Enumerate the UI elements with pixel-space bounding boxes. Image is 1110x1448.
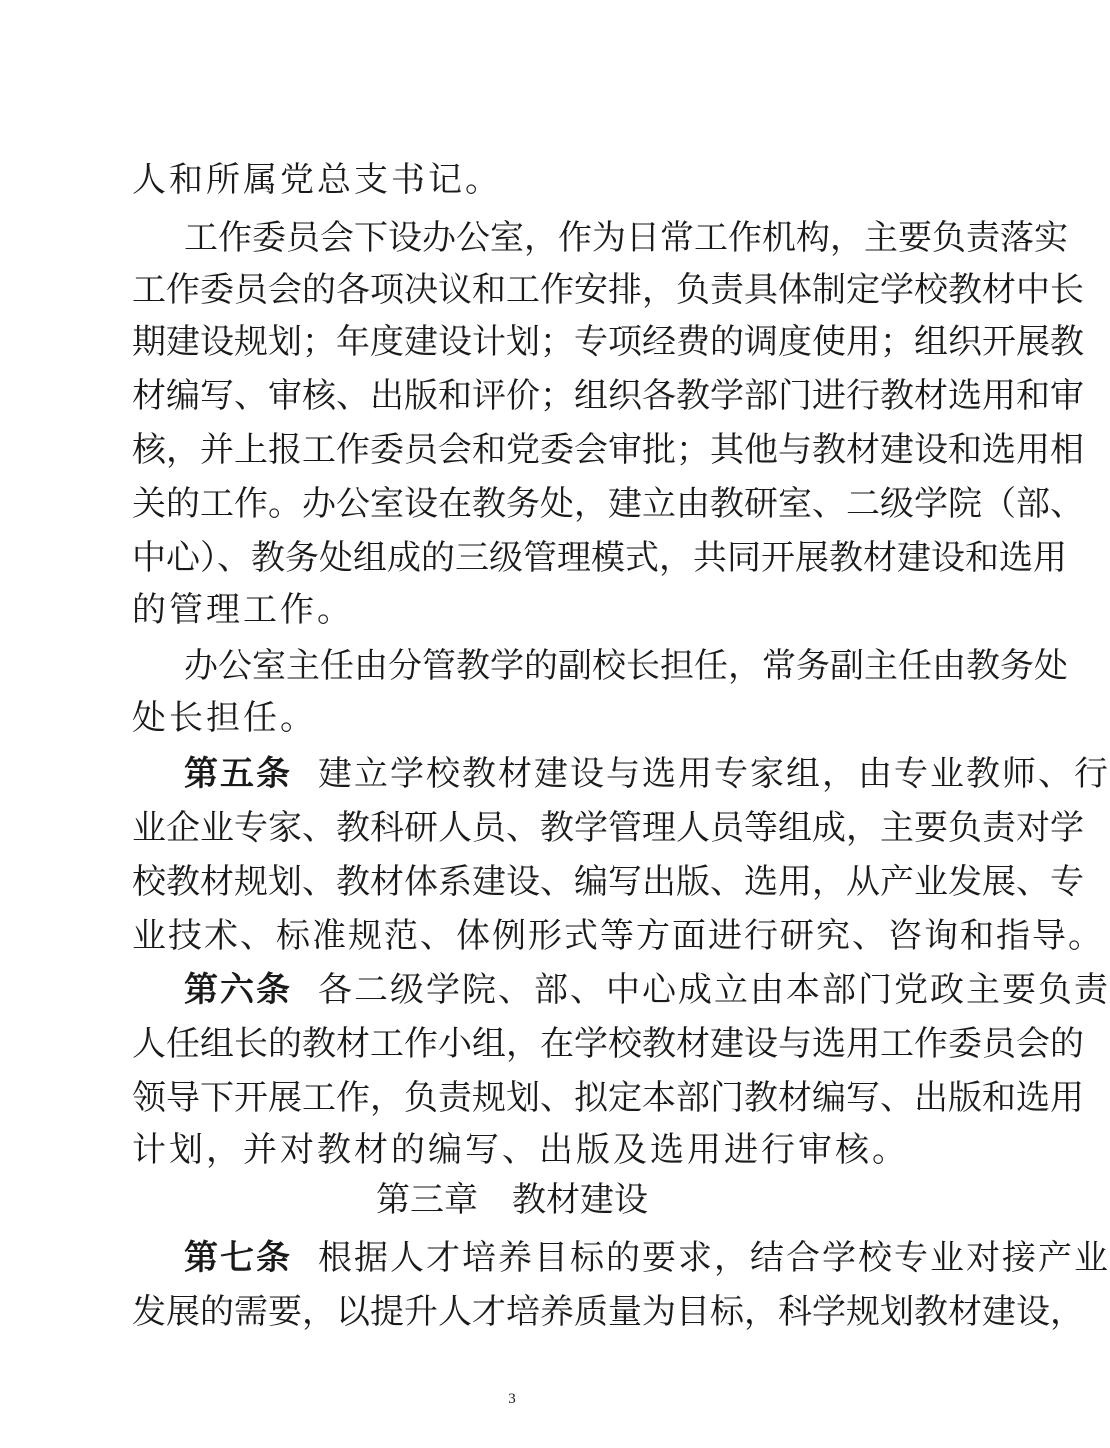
article-heading: 第五条	[184, 754, 292, 794]
article-line	[184, 1238, 1110, 1278]
article-heading: 第六条	[184, 970, 292, 1010]
paragraph-line: 计划，并对教材的编写、出版及选用进行审核。	[132, 1130, 909, 1170]
page-number: 3	[508, 1391, 516, 1407]
paragraph-text: 建立学校教材建设与选用专家组，由专业教师、行	[318, 754, 1110, 794]
paragraph-line: 工作委员会的各项决议和工作安排，负责具体制定学校教材中长	[132, 270, 1084, 310]
article-line	[184, 754, 1110, 794]
article-heading: 第七条	[184, 1238, 292, 1278]
paragraph-line: 办公室主任由分管教学的副校长担任，常务副主任由教务处	[184, 646, 1068, 686]
paragraph-line: 核，并上报工作委员会和党委会审批；其他与教材建设和选用相	[132, 430, 1084, 470]
paragraph-line: 人任组长的教材工作小组，在学校教材建设与选用工作委员会的	[132, 1024, 1084, 1064]
paragraph-line: 领导下开展工作，负责规划、拟定本部门教材编写、出版和选用	[132, 1078, 1084, 1118]
paragraph-line: 业企业专家、教科研人员、教学管理人员等组成，主要负责对学	[132, 808, 1084, 848]
paragraph-line: 的管理工作。	[132, 590, 354, 630]
paragraph-line: 工作委员会下设办公室，作为日常工作机构，主要负责落实	[184, 218, 1068, 258]
paragraph-line: 人和所属党总支书记。	[132, 160, 502, 200]
article-line	[184, 970, 1110, 1010]
chapter-title: 第三章 教材建设	[376, 1180, 648, 1220]
paragraph-line: 处长担任。	[132, 698, 317, 738]
paragraph-line: 校教材规划、教材体系建设、编写出版、选用，从产业发展、专	[132, 862, 1084, 902]
paragraph-line: 发展的需要，以提升人才培养质量为目标，科学规划教材建设，	[132, 1292, 1084, 1332]
paragraph-line: 业技术、标准规范、体例形式等方面进行研究、咨询和指导。	[132, 916, 1104, 956]
paragraph-line: 关的工作。办公室设在教务处，建立由教研室、二级学院（部、	[132, 484, 1084, 524]
paragraph-text: 各二级学院、部、中心成立由本部门党政主要负责	[318, 970, 1110, 1010]
paragraph-line: 中心）、教务处组成的三级管理模式，共同开展教材建设和选用	[132, 538, 1067, 578]
paragraph-line: 材编写、审核、出版和评价；组织各教学部门进行教材选用和审	[132, 376, 1084, 416]
paragraph-text: 根据人才培养目标的要求，结合学校专业对接产业	[318, 1238, 1110, 1278]
paragraph-line: 期建设规划；年度建设计划；专项经费的调度使用；组织开展教	[132, 322, 1084, 362]
